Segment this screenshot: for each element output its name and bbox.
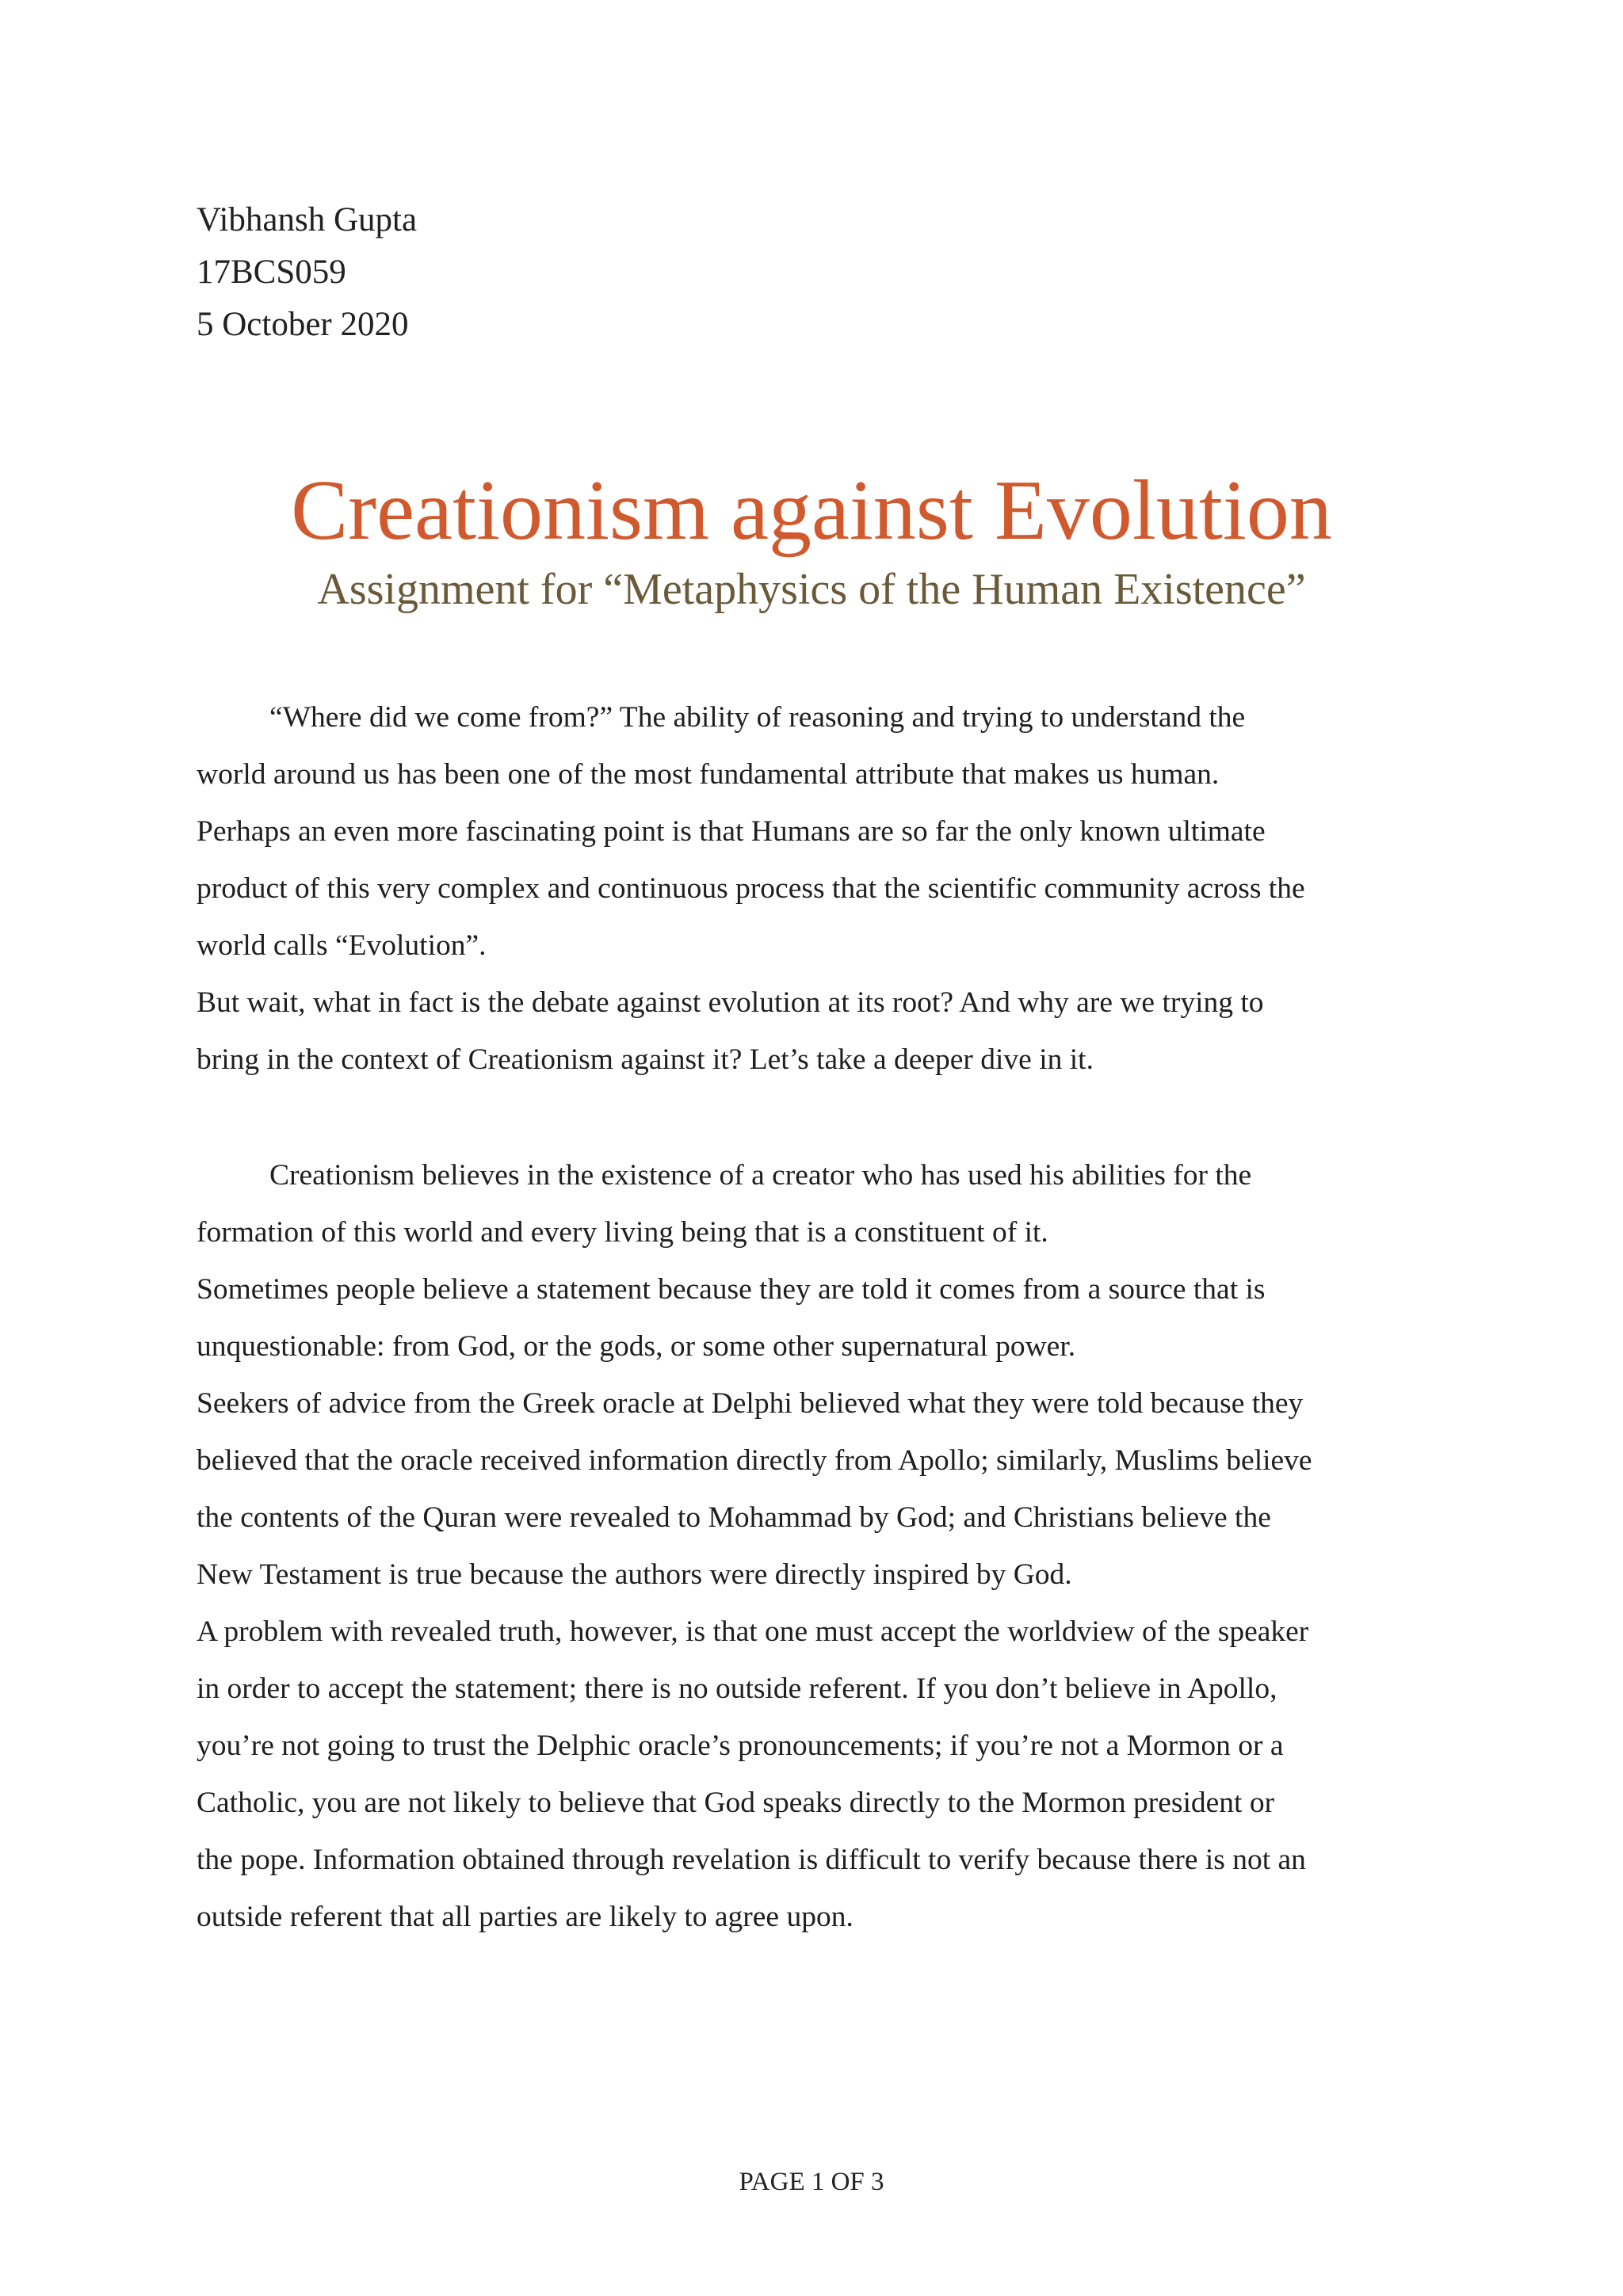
paragraph-line: Perhaps an even more fascinating point is that Humans are so far the only known ultimate — [197, 815, 1266, 848]
paragraph-line: Creationism believes in the existence of a creator who has used his abilities for the — [269, 1159, 1252, 1192]
paragraph-line: believed that the oracle received information directly from Apollo; similarly, Muslims believe — [197, 1444, 1312, 1477]
paragraph-line: Sometimes people believe a statement because they are told it comes from a source that is — [197, 1273, 1266, 1306]
paragraph-line: A problem with revealed truth, however, is that one must accept the worldview of the speaker — [197, 1615, 1309, 1648]
paragraph-line: world around us has been one of the most fundamental attribute that makes us human. — [197, 758, 1220, 791]
paragraph-line: in order to accept the statement; there is no outside referent. If you don’t believe in Apollo, — [197, 1672, 1277, 1705]
paragraph-line: the pope. Information obtained through revelation is difficult to verify because there is not an — [197, 1844, 1306, 1876]
paragraph-line: “Where did we come from?” The ability of reasoning and trying to understand the — [269, 701, 1246, 734]
document-title: Creationism against Evolution — [291, 463, 1332, 558]
paragraph-line: unquestionable: from God, or the gods, or some other supernatural power. — [197, 1330, 1076, 1363]
submission-date: 5 October 2020 — [197, 306, 409, 343]
paragraph-line: world calls “Evolution”. — [197, 929, 487, 962]
paragraph-line: the contents of the Quran were revealed to Mohammad by God; and Christians believe the — [197, 1501, 1271, 1534]
document-subtitle: Assignment for “Metaphysics of the Human Existence” — [317, 565, 1306, 614]
student-id: 17BCS059 — [197, 254, 346, 291]
paragraph-line: But wait, what in fact is the debate against evolution at its root? And why are we trying to — [197, 986, 1264, 1019]
paragraph-line: you’re not going to trust the Delphic oracle’s pronouncements; if you’re not a Mormon or a — [197, 1730, 1284, 1762]
page-number: PAGE 1 OF 3 — [739, 2168, 884, 2196]
paragraph-line: product of this very complex and continuous process that the scientific community across the — [197, 872, 1305, 905]
paragraph-line: Catholic, you are not likely to believe that God speaks directly to the Mormon president or — [197, 1787, 1275, 1819]
paragraph-line: outside referent that all parties are likely to agree upon. — [197, 1901, 854, 1933]
paragraph-line: New Testament is true because the authors were directly inspired by God. — [197, 1558, 1072, 1591]
paragraph-line: formation of this world and every living being that is a constituent of it. — [197, 1216, 1048, 1249]
paragraph-line: Seekers of advice from the Greek oracle at Delphi believed what they were told because they — [197, 1387, 1304, 1420]
paragraph-line: bring in the context of Creationism against it? Let’s take a deeper dive in it. — [197, 1043, 1094, 1076]
author-header — [197, 194, 417, 351]
section-creationism — [197, 1147, 1433, 1946]
section-evolution-intro — [197, 689, 1433, 1089]
author-name: Vibhansh Gupta — [197, 201, 418, 238]
